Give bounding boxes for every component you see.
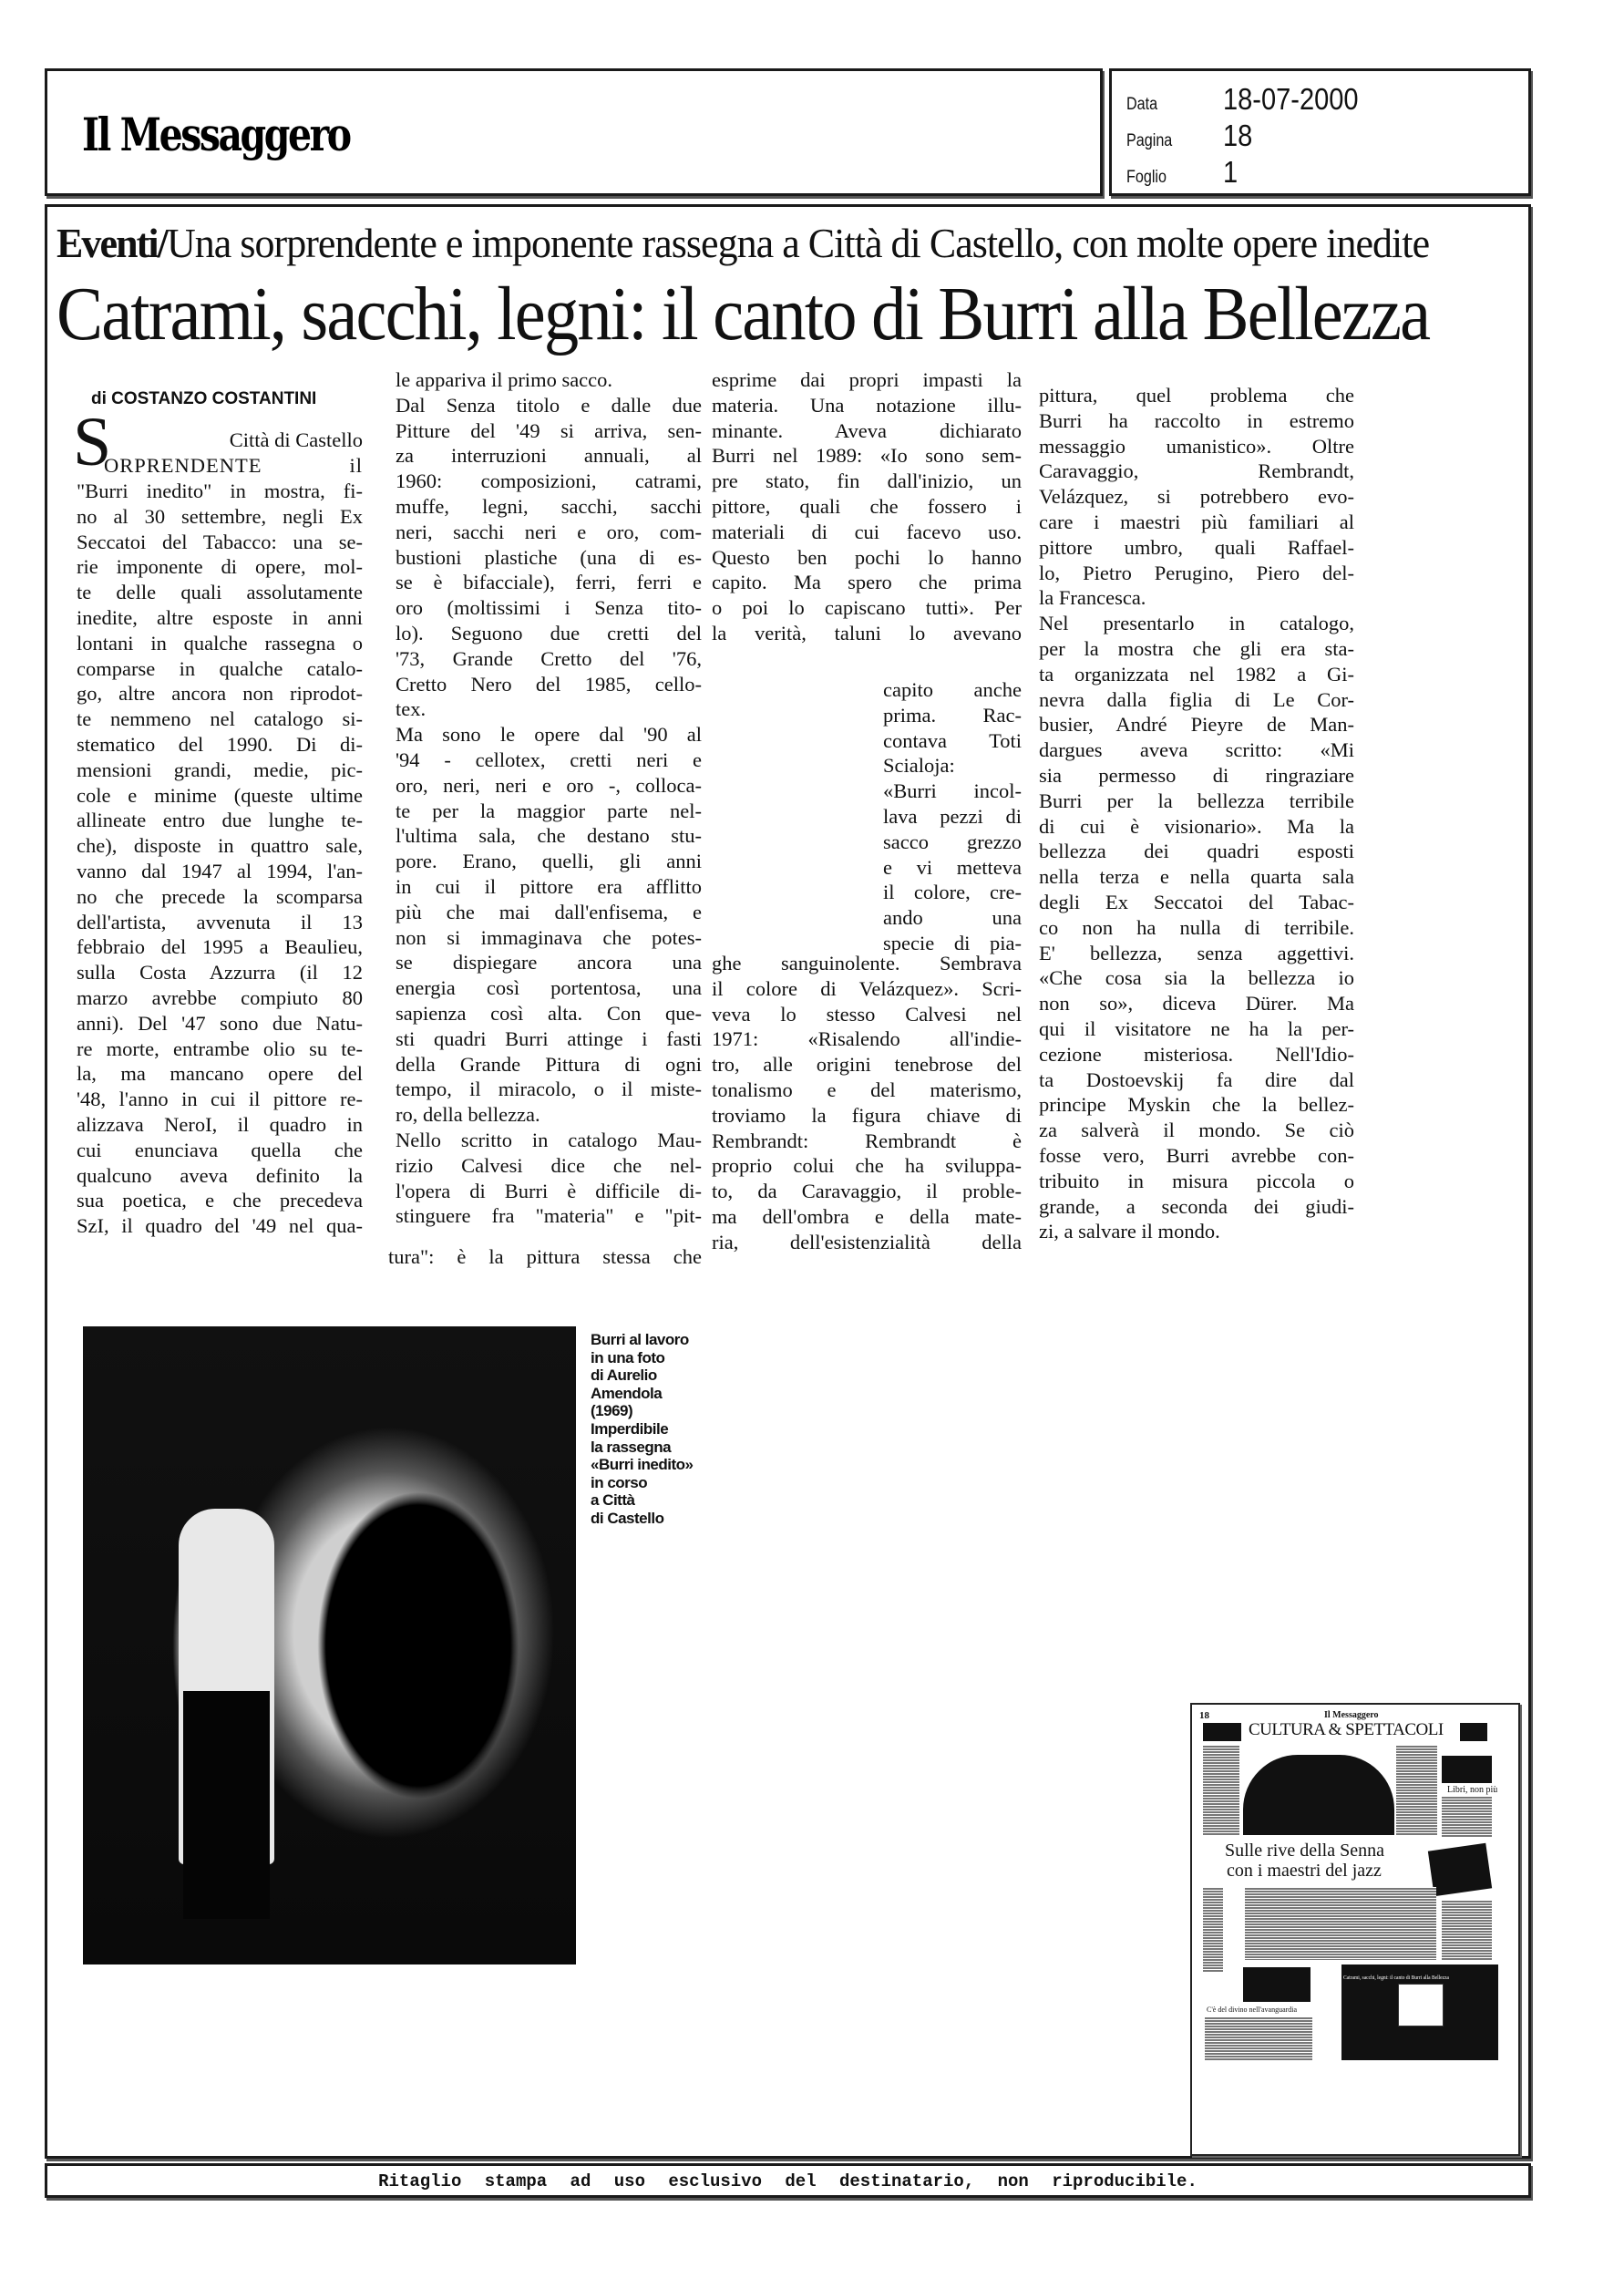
- text-line: 1971: «Risalendo all'indie-: [712, 1027, 1022, 1051]
- meta-sheet: [1126, 155, 1239, 190]
- column-4: [1039, 383, 1354, 1244]
- text-line: marzo avrebbe compiuto 80: [77, 985, 363, 1009]
- text-line: Scialoja:: [883, 754, 955, 778]
- text-line: '94 - cellotex, cretti neri e: [396, 748, 702, 771]
- footer-notice: Ritaglio stampa ad uso esclusivo del destinatario, non riproducibile.: [378, 2171, 1197, 2191]
- text-line: comparse in qualche catalo-: [77, 656, 363, 680]
- text-line: capito anche: [883, 678, 1022, 701]
- thumb-headline-2: con i maestri del jazz: [1227, 1861, 1382, 1881]
- text-line: pittura, quel problema che: [1039, 384, 1354, 407]
- text-line: '73, Grande Cretto del '76,: [396, 646, 702, 670]
- text-line: pittore, quali che fossero i: [712, 494, 1022, 518]
- thumb-bottom-headline: C'è del divino nell'avanguardia: [1207, 2006, 1298, 2014]
- text-line: care i maestri più familiari al: [1039, 510, 1354, 533]
- drop-cap: S: [73, 404, 112, 480]
- text-line: anni). Del '47 sono due Natu-: [77, 1011, 363, 1035]
- text-line: te nemmeno nel catalogo si-: [77, 707, 363, 731]
- thumb-text: [1203, 1745, 1239, 1836]
- text-line: la verità, taluni lo avevano: [712, 621, 1022, 645]
- column-3-inset: [883, 677, 1022, 956]
- column-2-tail: [388, 1244, 702, 1270]
- text-line: tex.: [396, 697, 427, 721]
- text-line: Velázquez, si potrebbero evo-: [1039, 485, 1354, 509]
- column-3-bottom: [712, 951, 1022, 1255]
- caption-line: Amendola: [591, 1384, 663, 1402]
- meta-value: 18-07-2000: [1223, 82, 1359, 116]
- text-line: ta Dostoevskij fa dire dal: [1039, 1067, 1354, 1091]
- text-line: energia così portentosa, una: [396, 976, 702, 1000]
- text-line: re morte, entrambe olio su te-: [77, 1036, 363, 1060]
- text-line: sia permesso di ringraziare: [1039, 763, 1354, 787]
- meta-value: 1: [1223, 155, 1239, 189]
- text-line: Pitture del '49 si arriva, sen-: [396, 418, 702, 442]
- text-line: qualcuno aveva definito la: [77, 1163, 363, 1187]
- kicker-section: Eventi/: [57, 220, 167, 266]
- text-line: busier, André Pieyre de Man-: [1039, 713, 1354, 737]
- text-line: proprio colui che ha sviluppa-: [712, 1154, 1022, 1178]
- text-line: la Francesca.: [1039, 586, 1146, 610]
- text-line: non si immaginava che potes-: [396, 925, 702, 949]
- text-line: Burri ha raccolto in estremo: [1039, 408, 1354, 432]
- footer-box: [45, 2163, 1531, 2198]
- text-line: lo). Seguono due cretti del: [396, 621, 702, 645]
- text-line: stematico del 1990. Di di-: [77, 732, 363, 756]
- byline: di COSTANZO COSTANTINI: [91, 389, 317, 408]
- text-line: capito. Ma spero che prima: [712, 571, 1022, 594]
- text-line: degli Ex Seccatoi del Tabac-: [1039, 890, 1354, 913]
- text-line: lo, Pietro Perugino, Piero del-: [1039, 561, 1354, 584]
- caption-line: (1969): [591, 1402, 633, 1420]
- text-line: cole e minime (queste ultime: [77, 783, 363, 807]
- thumb-section: CULTURA & SPETTACOLI: [1249, 1720, 1444, 1739]
- text-line: E' bellezza, senza aggettivi.: [1039, 941, 1354, 964]
- text-line: ma dell'ombra e della mate-: [712, 1204, 1022, 1228]
- text-line: se è bifacciale), ferri, ferri e: [396, 571, 702, 594]
- text-line: o poi lo capiscano tutti». Per: [712, 596, 1022, 620]
- text-line: Nel presentarlo in catalogo,: [1039, 612, 1354, 635]
- text-line: l'opera di Burri è difficile di-: [396, 1179, 702, 1202]
- meta-label: Data: [1126, 95, 1158, 114]
- text-line: Ma sono le opere dal '90 al: [396, 723, 702, 747]
- headline: Catrami, sacchi, legni: il canto di Burri alla Bellezza: [57, 272, 1430, 356]
- text-line: sapienza così alta. Con que-: [396, 1001, 702, 1025]
- text-line: dargues aveva scritto: «Mi: [1039, 738, 1354, 762]
- thumb-text: [1245, 1887, 1436, 1960]
- text-line: febbraio del 1995 a Beaulieu,: [77, 935, 363, 959]
- text-line: grande, a seconda dei giudi-: [1039, 1194, 1354, 1218]
- text-line: tribuito in misura piccola o: [1039, 1169, 1354, 1192]
- thumb-photo: [1243, 1967, 1311, 2002]
- text-line: 1960: composizioni, catrami,: [396, 469, 702, 493]
- text-line: «Che cosa sia la bellezza io: [1039, 966, 1354, 990]
- thumb-article-headline: Catrami, sacchi, legni: il canto di Burri alla Bellezza: [1343, 1975, 1449, 1981]
- text-line: no che precede la scomparsa: [77, 884, 363, 908]
- text-line: bellezza dei quadri esposti: [1039, 840, 1354, 863]
- text-line: rizio Calvesi dice che nel-: [396, 1153, 702, 1177]
- thumb-page-number: 18: [1199, 1710, 1209, 1721]
- text-line: tro, alle origini tenebrose del: [712, 1053, 1022, 1077]
- text-line: ando una: [883, 906, 1022, 930]
- clipping-info-box: [1109, 68, 1531, 196]
- text-line: co non ha nulla di terribile.: [1039, 915, 1354, 939]
- column-1: [77, 479, 363, 1239]
- kicker: [57, 219, 1429, 267]
- text-line: '48, l'anno in cui il pittore re-: [77, 1088, 363, 1111]
- text-line: Dal Senza titolo e dalle due: [396, 393, 702, 417]
- text-line: specie di pia-: [883, 931, 1022, 954]
- text-line: alizzava NeroI, il quadro in: [77, 1112, 363, 1136]
- text-line: ria, dell'esistenzialità della: [712, 1230, 1022, 1253]
- thumb-photo: [1442, 1756, 1492, 1783]
- text-line: e vi metteva: [883, 855, 1022, 879]
- text-line: se dispiegare ancora una: [396, 951, 702, 975]
- text-line: per la mostra che gli era sta-: [1039, 636, 1354, 660]
- thumb-photo: [1428, 1843, 1492, 1896]
- text-line: nevra dalla figlia di Le Cor-: [1039, 687, 1354, 711]
- caption-line: di Castello: [591, 1509, 664, 1527]
- text-line: bustioni plastiche (una di es-: [396, 545, 702, 569]
- text-line: Cretto Nero del 1985, cello-: [396, 672, 702, 696]
- thumb-side-headline: Libri, non più: [1447, 1785, 1498, 1795]
- text-line: le appariva il primo sacco.: [396, 368, 613, 391]
- caption-line: in corso: [591, 1473, 648, 1491]
- text-line: il colore, cre-: [883, 881, 1022, 904]
- thumb-box: [1203, 1723, 1241, 1741]
- text-line: nella terza e nella quarta sala: [1039, 865, 1354, 889]
- thumb-text: [1442, 1796, 1492, 1837]
- thumb-box: [1460, 1723, 1487, 1741]
- text-line: Caravaggio, Rembrandt,: [1039, 459, 1354, 483]
- text-line: tura": è la pittura stessa che: [388, 1245, 702, 1268]
- text-line: sua poetica, e che precedeva: [77, 1189, 363, 1212]
- text-line: muffe, legni, sacchi, sacchi: [396, 494, 702, 518]
- masthead-box: [45, 68, 1103, 196]
- text-line: te per la maggior parte nel-: [396, 799, 702, 822]
- text-line: troviamo la figura chiave di: [712, 1103, 1022, 1127]
- text-line: allineate entro due lunghe te-: [77, 809, 363, 832]
- caption-line: la rassegna: [591, 1438, 672, 1456]
- meta-page: [1126, 119, 1257, 153]
- text-line: ro, della bellezza.: [396, 1103, 540, 1127]
- text-line: principe Myskin che la bellez-: [1039, 1093, 1354, 1117]
- text-line: più che mai dall'enfisema, e: [396, 900, 702, 923]
- text-line: in cui il pittore era afflitto: [396, 874, 702, 898]
- thumb-photo: [1243, 1755, 1394, 1835]
- text-line: pore. Erano, quelli, gli anni: [396, 850, 702, 873]
- text-line: go, altre ancora non riprodot-: [77, 682, 363, 706]
- text-line: della Grande Pittura di ogni: [396, 1052, 702, 1076]
- dateline: Città di Castello: [229, 428, 363, 451]
- kicker-text: Una sorprendente e imponente rassegna a Città di Castello, con molte opere inedite: [166, 220, 1430, 266]
- thumb-text: [1203, 1887, 1223, 1973]
- text-line: "Burri inedito" in mostra, fi-: [77, 480, 363, 502]
- lead-word: ORPRENDENTE il: [104, 453, 363, 477]
- burri-photo: [83, 1326, 576, 1964]
- caption-line: «Burri inedito»: [591, 1456, 694, 1474]
- text-line: materia. Una notazione illu-: [712, 393, 1022, 417]
- text-line: to, da Caravaggio, il proble-: [712, 1180, 1022, 1203]
- text-line: Seccatoi del Tabacco: una se-: [77, 530, 363, 553]
- page-thumbnail: [1190, 1703, 1520, 2156]
- column-2: [396, 367, 702, 1229]
- thumb-text: [1205, 2016, 1312, 2060]
- text-line: prima. Rac-: [883, 703, 1022, 727]
- thumb-photo: [1398, 1984, 1444, 2026]
- text-line: neri, sacchi neri e oro, com-: [396, 520, 702, 543]
- text-line: qui il visitatore ne ha la per-: [1039, 1016, 1354, 1040]
- caption-line: a Città: [591, 1491, 635, 1510]
- text-line: cezione misteriosa. Nell'Idio-: [1039, 1042, 1354, 1066]
- text-line: cui enunciava quella che: [77, 1138, 363, 1161]
- text-line: la, ma mancano opere del: [77, 1062, 363, 1086]
- meta-date: [1126, 82, 1377, 117]
- text-line: lontani in qualche rassegna o: [77, 631, 363, 655]
- column-3-top: [712, 367, 1022, 646]
- text-line: materiali di cui facevo uso.: [712, 520, 1022, 543]
- text-line: no al 30 settembre, negli Ex: [77, 504, 363, 528]
- text-line: minante. Aveva dichiarato: [712, 418, 1022, 442]
- thumb-masthead: Il Messaggero: [1324, 1710, 1379, 1720]
- caption-line: Burri al lavoro: [591, 1331, 689, 1348]
- text-line: sti quadri Burri attinge i fasti: [396, 1026, 702, 1050]
- text-line: za salverà il mondo. Se ciò: [1039, 1119, 1354, 1142]
- text-line: Nello scritto in catalogo Mau-: [396, 1128, 702, 1151]
- text-line: inedite, altre esposte in anni: [77, 605, 363, 629]
- meta-label: Pagina: [1126, 131, 1173, 150]
- text-line: ghe sanguinolente. Sembrava: [712, 952, 1022, 975]
- text-line: stinguere fra "materia" e "pit-: [396, 1204, 702, 1228]
- text-line: oro, neri, neri e oro -, colloca-: [396, 773, 702, 797]
- text-line: lava pezzi di: [883, 804, 1022, 828]
- meta-label: Foglio: [1126, 168, 1167, 187]
- text-line: contava Toti: [883, 728, 1022, 752]
- text-line: esprime dai propri impasti la: [712, 368, 1022, 391]
- photo-caption: [591, 1331, 693, 1528]
- text-line: veva lo stesso Calvesi nel: [712, 1002, 1022, 1026]
- text-line: il colore di Velázquez». Scri-: [712, 976, 1022, 1000]
- text-line: fosse vero, Burri avrebbe con-: [1039, 1143, 1354, 1167]
- meta-value: 18: [1223, 119, 1253, 152]
- caption-line: in una foto: [591, 1348, 665, 1366]
- newspaper-logo: Il Messaggero: [82, 108, 350, 161]
- text-line: messaggio umanistico». Oltre: [1039, 434, 1354, 458]
- text-line: sulla Costa Azzurra (il 12: [77, 961, 363, 985]
- text-line: Burri nel 1989: «Io sono sem-: [712, 444, 1022, 468]
- caption-line: di Aurelio: [591, 1366, 657, 1385]
- text-line: zi, a salvare il mondo.: [1039, 1220, 1220, 1243]
- text-line: pittore umbro, quali Raffael-: [1039, 535, 1354, 559]
- caption-line: Imperdibile: [591, 1419, 669, 1438]
- text-line: Burri per la bellezza terribile: [1039, 789, 1354, 812]
- thumb-headline-1: Sulle rive della Senna: [1225, 1841, 1384, 1861]
- text-line: rie imponente di opere, mol-: [77, 555, 363, 579]
- text-line: za interruzioni annuali, al: [396, 444, 702, 468]
- text-line: pre stato, fin dall'inizio, un: [712, 469, 1022, 493]
- text-line: vanno dal 1947 al 1994, l'an-: [77, 859, 363, 882]
- text-line: «Burri incol-: [883, 779, 1022, 803]
- column-1-lead: [77, 428, 363, 479]
- text-line: oro (moltissimi i Senza tito-: [396, 596, 702, 620]
- text-line: Questo ben pochi lo hanno: [712, 545, 1022, 569]
- photo-shadow: [183, 1691, 270, 1919]
- text-line: te delle quali assolutamente: [77, 581, 363, 604]
- text-line: di cui è visionario». Ma la: [1039, 814, 1354, 838]
- thumb-text: [1396, 1745, 1437, 1836]
- text-line: tonalismo e del materismo,: [712, 1078, 1022, 1101]
- text-line: Rembrandt: Rembrandt è: [712, 1129, 1022, 1152]
- text-line: che), disposte in quattro sale,: [77, 834, 363, 858]
- text-line: tempo, il miracolo, o il miste-: [396, 1078, 702, 1101]
- text-line: ta organizzata nel 1982 a Gi-: [1039, 662, 1354, 686]
- thumb-text: [1442, 1900, 1492, 1960]
- text-line: l'ultima sala, che destano stu-: [396, 824, 702, 848]
- text-line: mensioni grandi, medie, pic-: [77, 758, 363, 781]
- text-line: sacco grezzo: [883, 830, 1022, 853]
- text-line: SzI, il quadro del '49 nel qua-: [77, 1214, 363, 1238]
- text-line: non so», diceva Dürer. Ma: [1039, 992, 1354, 1016]
- text-line: dell'artista, avvenuta il 13: [77, 910, 363, 933]
